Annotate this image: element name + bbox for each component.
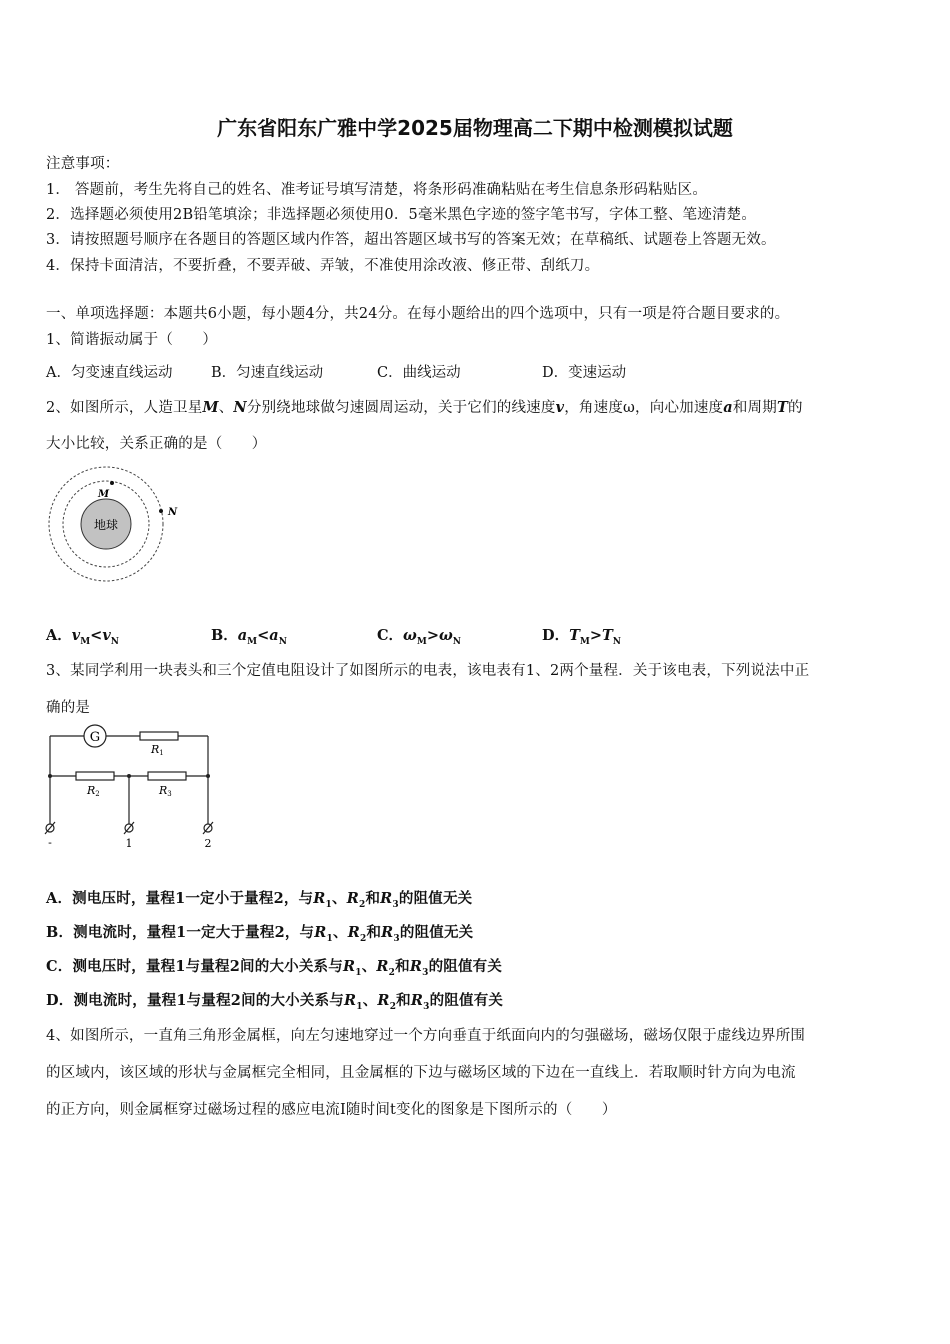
resistor-r1	[140, 732, 178, 740]
q2-text: 的	[787, 400, 803, 416]
terminal-minus-label: -	[48, 836, 52, 849]
q1-option-d: D．变速运动	[542, 365, 627, 381]
q1-option-c: C．曲线运动	[377, 365, 461, 381]
resistor-r3-label: R3	[159, 784, 172, 798]
notice-item: 2．选择题必须使用2B铅笔填涂；非选择题必须使用0．5毫米黑色字迹的签字笔书写，字体工整、笔迹清楚。	[46, 207, 757, 223]
q2-stem	[46, 396, 803, 417]
resistor-r1-label: R1	[151, 743, 164, 757]
q1-stem: 1、简谐振动属于（ ）	[46, 332, 218, 348]
notice-item: 1． 答题前，考生先将自己的姓名、准考证号填写清楚，将条形码准确粘贴在考生信息条形码粘贴区。	[46, 182, 708, 198]
q3-stem-line2: 确的是	[46, 700, 91, 716]
junction-middle	[127, 774, 131, 778]
q3-circuit-figure	[40, 720, 220, 855]
q2-sep: 、	[218, 400, 234, 416]
q2-option-a: A．$v_M<v_N$	[46, 627, 119, 647]
satellite-m-label: M	[98, 489, 110, 500]
q2-var-n: N	[233, 399, 247, 416]
earth-label: 地球	[93, 518, 119, 532]
q2-option-d: D．$T_M>T_N$	[542, 627, 622, 647]
q1-option-a: A．匀变速直线运动	[46, 365, 173, 381]
notice-item: 3．请按照题号顺序在各题目的答题区域内作答，超出答题区域书写的答案无效；在草稿纸、试题卷上答题无效。	[46, 232, 776, 248]
q2-var-a: a	[723, 399, 733, 416]
q2-stem-line2: 大小比较，关系正确的是（ ）	[46, 436, 267, 452]
q2-var-v: v	[555, 399, 565, 416]
q2-text: 2、如图所示，人造卫星	[46, 400, 203, 416]
q4-stem: 4、如图所示，一直角三角形金属框，向左匀速地穿过一个方向垂直于纸面向内的匀强磁场，磁场仅限于虚线边界所围	[46, 1028, 806, 1044]
q2-text: 分别绕地球做匀速圆周运动，关于它们的线速度	[246, 400, 556, 416]
q1-option-b: B．匀速直线运动	[211, 365, 324, 381]
q2-option-b: B．$a_M<a_N$	[211, 627, 287, 647]
resistor-r2	[76, 772, 114, 780]
satellite-m	[110, 481, 114, 485]
page-title: 广东省阳东广雅中学2025届物理高二下期中检测模拟试题	[217, 116, 733, 140]
galvanometer-label: G	[89, 730, 101, 745]
q2-orbit-figure	[40, 465, 200, 590]
q2-text: ，角速度ω，向心加速度	[564, 400, 724, 416]
q2-var-m: M	[202, 399, 219, 416]
terminal-1-label: 1	[125, 837, 133, 850]
junction-left	[48, 774, 52, 778]
q3-stem: 3、某同学利用一块表头和三个定值电阻设计了如图所示的电表，该电表有1、2两个量程．关于该电表，下列说法中正	[46, 663, 810, 679]
q3-option-c: C．测电压时，量程1与量程2间的大小关系与$R_1$、$R_2$和$R_3$的阻值有关	[46, 958, 503, 978]
section-heading: 一、单项选择题：本题共6小题，每小题4分，共24分。在每小题给出的四个选项中，只有一项是符合题目要求的。	[46, 306, 790, 322]
junction-right	[206, 774, 210, 778]
q2-var-t: T	[776, 399, 788, 416]
satellite-n-label: N	[168, 507, 178, 518]
notice-heading: 注意事项：	[46, 156, 120, 172]
q3-option-d: D．测电流时，量程1与量程2间的大小关系与$R_1$、$R_2$和$R_3$的阻值有关	[46, 992, 504, 1012]
notice-item: 4．保持卡面清洁，不要折叠，不要弄破、弄皱，不准使用涂改液、修正带、刮纸刀。	[46, 258, 600, 274]
q4-stem: 的正方向，则金属框穿过磁场过程的感应电流I随时间t变化的图象是下图所示的（ ）	[46, 1102, 617, 1118]
q2-option-c: C．$\omega_M>\omega_N$	[377, 627, 462, 647]
q3-option-a: A．测电压时，量程1一定小于量程2，与$R_1$、$R_2$和$R_3$的阻值无关	[46, 890, 473, 910]
q2-text: 和周期	[732, 400, 777, 416]
resistor-r2-label: R2	[87, 784, 100, 798]
terminal-2-label: 2	[204, 837, 212, 850]
q4-stem: 的区域内，该区域的形状与金属框完全相同，且金属框的下边与磁场区域的下边在一直线上．若取顺时针方向为电流	[46, 1065, 796, 1081]
satellite-n	[159, 509, 163, 513]
resistor-r3	[148, 772, 186, 780]
q3-option-b: B．测电流时，量程1一定大于量程2，与$R_1$、$R_2$和$R_3$的阻值无关	[46, 924, 474, 944]
